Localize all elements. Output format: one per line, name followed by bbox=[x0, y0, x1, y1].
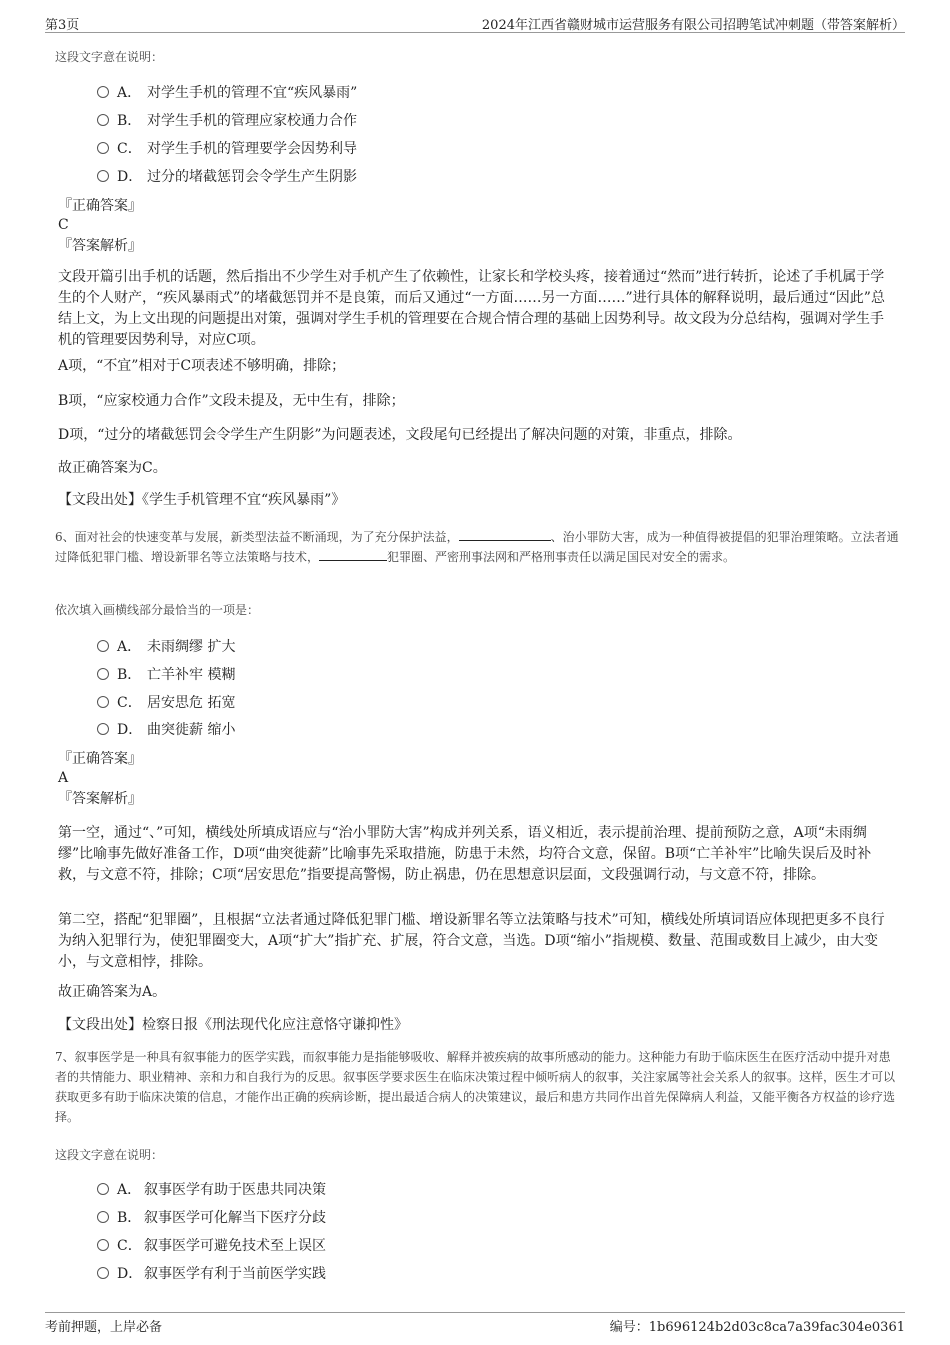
q7-stem: 7、叙事医学是一种具有叙事能力的医学实践，而叙事能力是指能够吸收、解释并被疾病的故事所感动的能力。这种能力有助于临床医生在医疗活动中提升对患者的共情能力、职业精神、亲和力和自我行为的反思。叙事医学要求医生在临床决策过程中倾听病人的叙事，关注家属等社会关系人的叙事。这样，医生才可以获取更多有助于临床决策的信息，才能作出正确的疾病诊断，提出最适合病人的决策建议，最后和患方共同作出首先保障病人利益，又能平衡各方权益的诊疗选择。 bbox=[55, 1050, 896, 1124]
q5-source: 【文段出处】《学生手机管理不宜“疾风暴雨”》 bbox=[58, 492, 346, 508]
q5-analysis-p2: A项，“不宜”相对于C项表述不够明确，排除； bbox=[58, 358, 346, 374]
radio-icon[interactable] bbox=[97, 640, 109, 652]
q5-option-d[interactable]: D． 过分的堵截惩罚会令学生产生阴影 bbox=[97, 165, 357, 187]
blank-line-1[interactable] bbox=[459, 528, 551, 541]
radio-icon[interactable] bbox=[97, 723, 109, 735]
page-header bbox=[45, 10, 905, 33]
q6-option-d[interactable]: D． 曲突徙薪 缩小 bbox=[97, 718, 235, 740]
q5-analysis-label: 『答案解析』 bbox=[58, 238, 142, 254]
document-title: 2024年江西省赣财城市运营服务有限公司招聘笔试冲刺题（带答案解析） bbox=[481, 18, 905, 33]
document-id: 编号：1b696124b2d03c8ca7a39fac304e0361 bbox=[609, 1320, 905, 1335]
radio-icon[interactable] bbox=[97, 1267, 109, 1279]
q7-prompt: 这段文字意在说明： bbox=[55, 1148, 164, 1162]
radio-icon[interactable] bbox=[97, 1239, 109, 1251]
q6-analysis-p3: 故正确答案为A。 bbox=[58, 984, 167, 1000]
q5-option-b[interactable]: B． 对学生手机的管理应家校通力合作 bbox=[97, 109, 357, 131]
q7-option-c[interactable]: C． 叙事医学可避免技术至上误区 bbox=[97, 1234, 326, 1256]
q5-answer: C bbox=[58, 217, 69, 233]
q6-option-c[interactable]: C． 居安思危 拓宽 bbox=[97, 691, 235, 713]
q5-analysis-p4: D项，“过分的堵截惩罚会令学生产生阴影”为问题表述，文段尾句已经提出了解决问题的对策，非重点，排除。 bbox=[58, 427, 742, 443]
q6-prompt: 依次填入画横线部分最恰当的一项是： bbox=[55, 603, 260, 617]
q5-analysis-p5: 故正确答案为C。 bbox=[58, 460, 167, 476]
q6-source: 【文段出处】检察日报《刑法现代化应注意恪守谦抑性》 bbox=[58, 1017, 408, 1033]
q6-analysis-label: 『答案解析』 bbox=[58, 791, 142, 807]
q5-prompt: 这段文字意在说明： bbox=[55, 50, 164, 64]
radio-icon[interactable] bbox=[97, 696, 109, 708]
page-footer bbox=[45, 1312, 905, 1335]
radio-icon[interactable] bbox=[97, 170, 109, 182]
q6-stem: 6、面对社会的快速变革与发展，新类型法益不断涌现，为了充分保护法益， 、治小罪防大害，成为一种值得被提倡的犯罪治理策略。立法者通过降低犯罪门槛、增设新罪名等立法策略与技术， 犯罪圈、严密刑事法网和严格刑事责任以满足国民对安全的需求。 bbox=[55, 530, 899, 564]
footer-slogan: 考前押题，上岸必备 bbox=[45, 1320, 163, 1335]
q6-option-a[interactable]: A． 未雨绸缪 扩大 bbox=[97, 635, 235, 657]
page-number: 第3页 bbox=[45, 18, 80, 33]
radio-icon[interactable] bbox=[97, 142, 109, 154]
radio-icon[interactable] bbox=[97, 1211, 109, 1223]
q5-option-c[interactable]: C． 对学生手机的管理要学会因势利导 bbox=[97, 137, 357, 159]
q6-analysis-p1: 第一空，通过“、”可知，横线处所填成语应与“治小罪防大害”构成并列关系，语义相近，表示提前治理、提前预防之意，A项“未雨绸缪”比喻事先做好准备工作，D项“曲突徙薪”比喻事先采取措施，防患于未然，均符合文意，保留。B项“亡羊补牢”比喻失误后及时补救，与文意不符，排除；C项“居安思危”指要提高警惕，防止祸患，仍在思想意识层面，文段强调行动，与文意不符，排除。 bbox=[58, 825, 872, 883]
q5-option-a[interactable]: A． 对学生手机的管理不宜“疾风暴雨” bbox=[97, 81, 357, 103]
q7-option-a[interactable]: A． 叙事医学有助于医患共同决策 bbox=[97, 1178, 326, 1200]
blank-line-2[interactable] bbox=[319, 548, 387, 561]
radio-icon[interactable] bbox=[97, 1183, 109, 1195]
q5-analysis-p1: 文段开篇引出手机的话题，然后指出不少学生对手机产生了依赖性，让家长和学校头疼，接着通过“然而”进行转折，论述了手机属于学生的个人财产，“疾风暴雨式”的堵截惩罚并不是良策，而后又通过“一方面……另一方面……”进行具体的解释说明，最后通过“因此”总结上文，为上文出现的问题提出对策，强调对学生手机的管理要在合规合情合理的基础上因势利导。故文段为分总结构，强调对学生手机的管理要因势利导，对应C项。 bbox=[58, 269, 885, 348]
radio-icon[interactable] bbox=[97, 114, 109, 126]
radio-icon[interactable] bbox=[97, 668, 109, 680]
q6-option-b[interactable]: B． 亡羊补牢 模糊 bbox=[97, 663, 235, 685]
q7-option-b[interactable]: B． 叙事医学可化解当下医疗分歧 bbox=[97, 1206, 326, 1228]
q7-option-d[interactable]: D． 叙事医学有利于当前医学实践 bbox=[97, 1262, 326, 1284]
q6-answer: A bbox=[58, 770, 69, 786]
q5-analysis-p3: B项，“应家校通力合作”文段未提及，无中生有，排除； bbox=[58, 393, 405, 409]
radio-icon[interactable] bbox=[97, 86, 109, 98]
q6-answer-label: 『正确答案』 bbox=[58, 751, 142, 767]
q5-answer-label: 『正确答案』 bbox=[58, 198, 142, 214]
q6-analysis-p2: 第二空，搭配“犯罪圈”，且根据“立法者通过降低犯罪门槛、增设新罪名等立法策略与技术”可知，横线处所填词语应体现把更多不良行为纳入犯罪行为，使犯罪圈变大，A项“扩大”指扩充、扩展，符合文意，当选。D项“缩小”指规模、数量、范围或数目上减少，由大变小，与文意相悖，排除。 bbox=[58, 912, 885, 970]
